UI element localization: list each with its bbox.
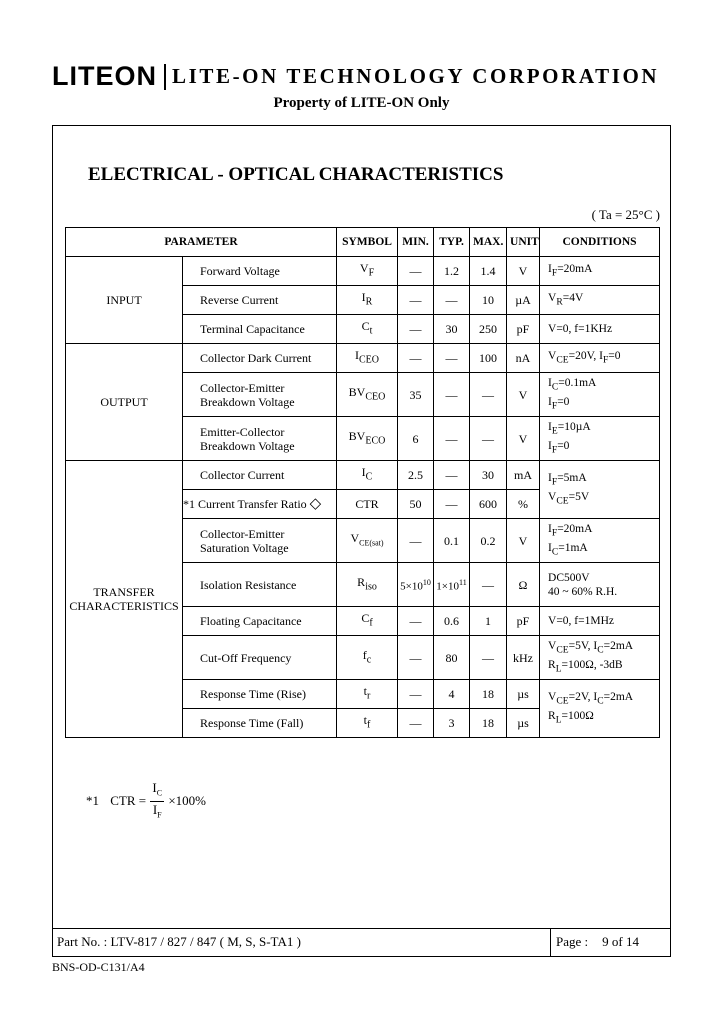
liteon-logo: LITEON	[52, 61, 157, 91]
param-cell: Collector-Emitter Breakdown Voltage	[183, 373, 337, 417]
max-cell: 250	[470, 315, 507, 344]
condition-cell: $V_{CE}=2V$, $I_C=2mA$ $R_L=100\Omega$	[540, 680, 660, 738]
symbol-cell: $C_f$	[337, 607, 398, 636]
document-number: BNS-OD-C131/A4	[52, 960, 145, 974]
max-cell: —	[470, 417, 507, 461]
condition-cell: $I_E=10\mu A$ $I_F=0$	[540, 417, 660, 461]
param-cell: Emitter-Collector Breakdown Voltage	[183, 417, 337, 461]
max-cell: 30	[470, 461, 507, 490]
max-cell: 1.4	[470, 257, 507, 286]
param-cell: Floating Capacitance	[183, 607, 337, 636]
min-cell: —	[398, 286, 434, 315]
min-cell: —	[398, 636, 434, 680]
typ-cell: —	[434, 417, 470, 461]
max-cell: 10	[470, 286, 507, 315]
symbol-cell: $C_t$	[337, 315, 398, 344]
unit-cell: V	[507, 373, 540, 417]
diamond-icon: ◇	[309, 496, 322, 512]
typ-cell: $1\times 10^{11}$	[434, 563, 470, 607]
min-cell: —	[398, 607, 434, 636]
formula-lhs: CTR =	[110, 793, 147, 809]
header-min: MIN.	[398, 228, 434, 257]
min-cell: 50	[398, 490, 434, 519]
unit-cell: kHz	[507, 636, 540, 680]
formula-denominator: $I_F$	[152, 801, 162, 820]
max-cell: —	[470, 373, 507, 417]
max-cell: 1	[470, 607, 507, 636]
min-cell: 6	[398, 417, 434, 461]
footer-separator	[550, 928, 551, 957]
symbol-cell: $V_F$	[337, 257, 398, 286]
typ-cell: 80	[434, 636, 470, 680]
condition-cell: $V_R=4V$	[540, 286, 660, 315]
group-output: OUTPUT	[66, 344, 183, 461]
param-cell: Reverse Current	[183, 286, 337, 315]
condition-cell: DC500V 40 ~ 60% R.H.	[540, 563, 660, 607]
typ-cell: —	[434, 344, 470, 373]
unit-cell: %	[507, 490, 540, 519]
min-cell: —	[398, 709, 434, 738]
typ-cell: —	[434, 286, 470, 315]
param-cell: Cut-Off Frequency	[183, 636, 337, 680]
param-cell: Collector Current	[183, 461, 337, 490]
min-cell: 35	[398, 373, 434, 417]
param-cell: Collector-Emitter Saturation Voltage	[183, 519, 337, 563]
max-cell: 100	[470, 344, 507, 373]
header-unit: UNIT	[507, 228, 540, 257]
header-parameter: PARAMETER	[66, 228, 337, 257]
header-symbol: SYMBOL	[337, 228, 398, 257]
min-cell: —	[398, 315, 434, 344]
temperature-note: ( Ta = 25°C )	[591, 207, 660, 222]
min-cell: $5\times 10^{10}$	[398, 563, 434, 607]
condition-cell: $I_F=20mA$ $I_C=1mA$	[540, 519, 660, 563]
formula-numerator: $I_C$	[150, 780, 164, 802]
typ-cell: —	[434, 490, 470, 519]
param-cell: *1 Current Transfer Ratio ◇	[183, 490, 337, 519]
table-row	[66, 461, 660, 490]
min-cell: —	[398, 680, 434, 709]
typ-cell: —	[434, 373, 470, 417]
condition-cell: $I_F=5mA$ $V_{CE}=5V$	[540, 461, 660, 519]
symbol-cell: $V_{CE(sat)}$	[337, 519, 398, 563]
max-cell: 18	[470, 709, 507, 738]
part-number: Part No. : LTV-817 / 827 / 847 ( M, S, S-TA1 )	[57, 934, 301, 949]
symbol-cell: $I_C$	[337, 461, 398, 490]
unit-cell: µA	[507, 286, 540, 315]
max-cell: 18	[470, 680, 507, 709]
group-input: INPUT	[66, 257, 183, 344]
header-max: MAX.	[470, 228, 507, 257]
max-cell: —	[470, 636, 507, 680]
unit-cell: pF	[507, 607, 540, 636]
unit-cell: Ω	[507, 563, 540, 607]
logo-divider	[164, 64, 166, 90]
unit-cell: mA	[507, 461, 540, 490]
param-cell: Response Time (Fall)	[183, 709, 337, 738]
formula-rhs: ×100%	[168, 793, 206, 809]
note-marker: *1	[183, 497, 195, 511]
param-cell: Forward Voltage	[183, 257, 337, 286]
typ-cell: —	[434, 461, 470, 490]
param-cell: Response Time (Rise)	[183, 680, 337, 709]
max-cell: 600	[470, 490, 507, 519]
min-cell: —	[398, 344, 434, 373]
property-notice: Property of LITE-ON Only	[273, 95, 450, 111]
page-title: ELECTRICAL - OPTICAL CHARACTERISTICS	[88, 164, 504, 185]
param-cell: Collector Dark Current	[183, 344, 337, 373]
symbol-cell: CTR	[337, 490, 398, 519]
footer-divider	[52, 928, 671, 929]
table-row	[66, 344, 660, 373]
symbol-cell: $f_c$	[337, 636, 398, 680]
unit-cell: nA	[507, 344, 540, 373]
min-cell: —	[398, 257, 434, 286]
unit-cell: µs	[507, 709, 540, 738]
characteristics-table	[65, 227, 660, 738]
unit-cell: V	[507, 519, 540, 563]
formula-note: *1	[86, 793, 99, 809]
condition-cell: V=0, f=1KHz	[540, 315, 660, 344]
condition-cell: $V_{CE}=5V$, $I_C=2mA$ $R_L=100\Omega$, -3dB	[540, 636, 660, 680]
min-cell: 2.5	[398, 461, 434, 490]
symbol-cell: $t_r$	[337, 680, 398, 709]
condition-cell: $I_C=0.1mA$ $I_F=0$	[540, 373, 660, 417]
header-typ: TYP.	[434, 228, 470, 257]
param-cell: Terminal Capacitance	[183, 315, 337, 344]
ctr-formula	[86, 780, 206, 822]
max-cell: 0.2	[470, 519, 507, 563]
unit-cell: µs	[507, 680, 540, 709]
condition-cell: $I_F=20mA$	[540, 257, 660, 286]
unit-cell: V	[507, 417, 540, 461]
formula-fraction	[150, 780, 164, 822]
condition-cell: $V_{CE}=20V$, $I_F=0$	[540, 344, 660, 373]
typ-cell: 4	[434, 680, 470, 709]
table-header-row	[66, 228, 660, 257]
company-name: LITE-ON TECHNOLOGY CORPORATION	[172, 64, 660, 88]
symbol-cell: $BV_{CEO}$	[337, 373, 398, 417]
symbol-cell: $BV_{ECO}$	[337, 417, 398, 461]
symbol-cell: $t_f$	[337, 709, 398, 738]
page-number: Page : 9 of 14	[556, 934, 639, 949]
min-cell: —	[398, 519, 434, 563]
typ-cell: 1.2	[434, 257, 470, 286]
typ-cell: 0.6	[434, 607, 470, 636]
header-conditions: CONDITIONS	[540, 228, 660, 257]
max-cell: —	[470, 563, 507, 607]
unit-cell: V	[507, 257, 540, 286]
param-cell: Isolation Resistance	[183, 563, 337, 607]
group-transfer: TRANSFER CHARACTERISTICS	[66, 461, 183, 738]
typ-cell: 3	[434, 709, 470, 738]
typ-cell: 30	[434, 315, 470, 344]
condition-cell: V=0, f=1MHz	[540, 607, 660, 636]
unit-cell: pF	[507, 315, 540, 344]
symbol-cell: $I_R$	[337, 286, 398, 315]
typ-cell: 0.1	[434, 519, 470, 563]
symbol-cell: $R_{iso}$	[337, 563, 398, 607]
table-row	[66, 257, 660, 286]
symbol-cell: $I_{CEO}$	[337, 344, 398, 373]
